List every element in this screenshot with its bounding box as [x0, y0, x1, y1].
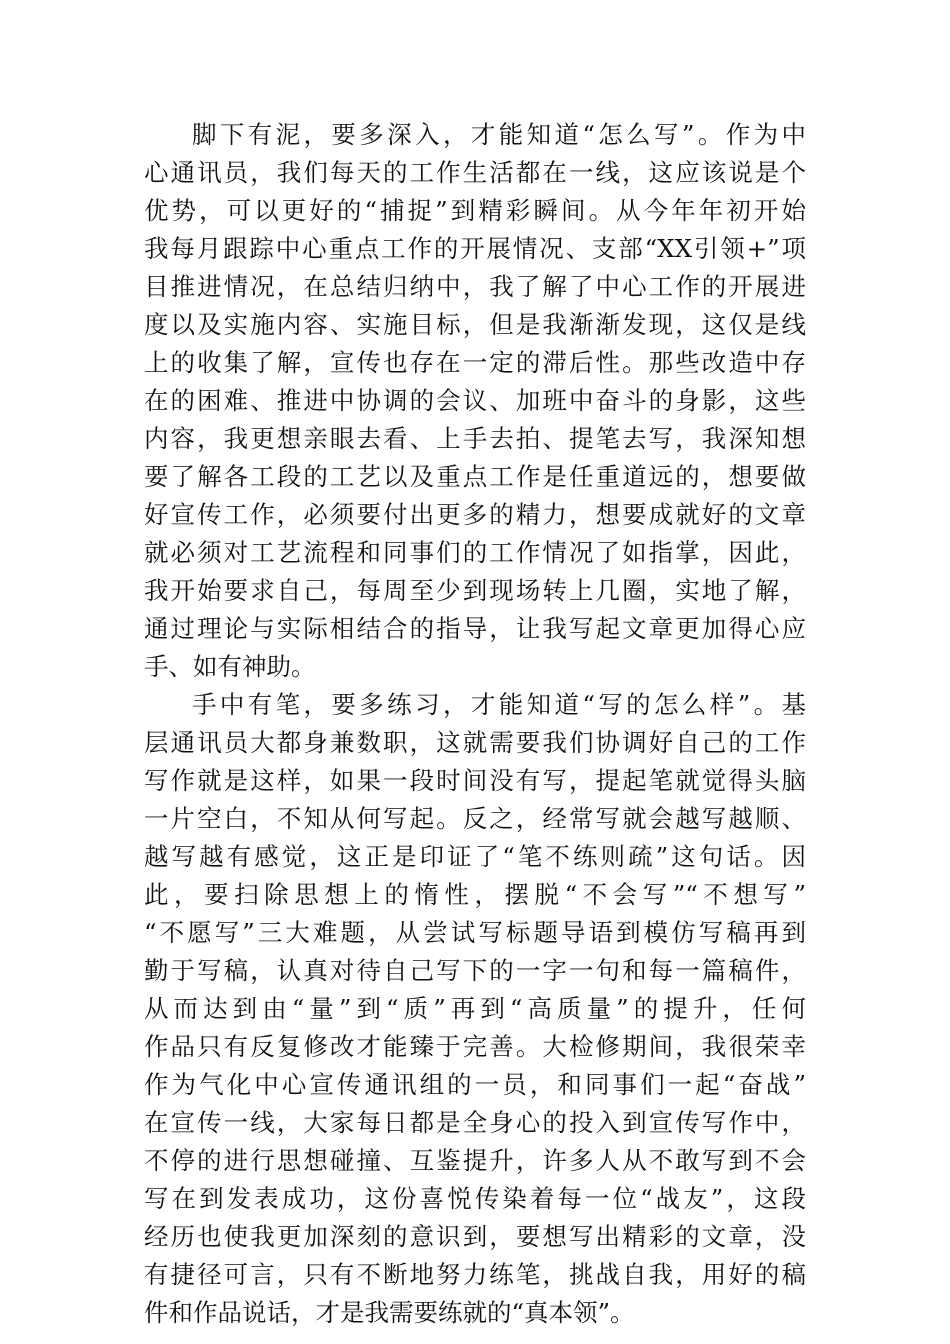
text-line: 我每月跟踪中心重点工作的开展情况、支部“XX引领+”项	[144, 234, 806, 263]
text-line: 件和作品说话，才是我需要练就的“真本领”。	[144, 1298, 635, 1327]
text-line: 越写越有感觉，这正是印证了“笔不练则疏”这句话。因	[144, 842, 806, 871]
text-line: 内容，我更想亲眼去看、上手去拍、提笔去写，我深知想	[144, 424, 806, 453]
text-line: 在的困难、推进中协调的会议、加班中奋斗的身影，这些	[144, 386, 806, 415]
text-line: 经历也使我更加深刻的意识到，要想写出精彩的文章，没	[144, 1222, 806, 1251]
text-line: 从而达到由“量”到“质”再到“高质量”的提升，任何	[144, 994, 806, 1023]
text-line: 层通讯员大都身兼数职，这就需要我们协调好自己的工作	[144, 728, 806, 757]
text-line: 作品只有反复修改才能臻于完善。大检修期间，我很荣幸	[144, 1032, 806, 1061]
paragraph-2	[144, 686, 806, 1332]
text-line: 有捷径可言，只有不断地努力练笔，挑战自我，用好的稿	[144, 1260, 806, 1289]
text-line: 手中有笔，要多练习，才能知道“写的怎么样”。基	[192, 690, 806, 719]
text-line: “不愿写”三大难题，从尝试写标题导语到模仿写稿再到	[144, 918, 806, 947]
text-line: 此，要扫除思想上的惰性，摆脱“不会写”“不想写”	[144, 880, 806, 909]
text-line: 度以及实施内容、实施目标，但是我渐渐发现，这仅是线	[144, 310, 806, 339]
paragraph-1	[144, 116, 806, 686]
text-line: 目推进情况，在总结归纳中，我了解了中心工作的开展进	[144, 272, 806, 301]
text-line: 在宣传一线，大家每日都是全身心的投入到宣传写作中，	[144, 1108, 806, 1137]
text-line: 勤于写稿，认真对待自己写下的一字一句和每一篇稿件，	[144, 956, 806, 985]
text-line: 通过理论与实际相结合的指导，让我写起文章更加得心应	[144, 614, 806, 643]
text-line: 一片空白，不知从何写起。反之，经常写就会越写越顺、	[144, 804, 806, 833]
text-line: 上的收集了解，宣传也存在一定的滞后性。那些改造中存	[144, 348, 806, 377]
text-line: 我开始要求自己，每周至少到现场转上几圈，实地了解，	[144, 576, 806, 605]
text-line: 手、如有神助。	[144, 652, 316, 681]
text-line: 就必须对工艺流程和同事们的工作情况了如指掌，因此，	[144, 538, 806, 567]
text-line: 优势，可以更好的“捕捉”到精彩瞬间。从今年年初开始	[144, 196, 806, 225]
text-line: 脚下有泥，要多深入，才能知道“怎么写”。作为中	[192, 120, 806, 149]
document-body	[144, 116, 806, 1332]
text-line: 写作就是这样，如果一段时间没有写，提起笔就觉得头脑	[144, 766, 806, 795]
text-line: 作为气化中心宣传通讯组的一员，和同事们一起“奋战”	[144, 1070, 806, 1099]
text-line: 不停的进行思想碰撞、互鉴提升，许多人从不敢写到不会	[144, 1146, 806, 1175]
text-line: 心通讯员，我们每天的工作生活都在一线，这应该说是个	[144, 158, 806, 187]
text-line: 要了解各工段的工艺以及重点工作是任重道远的，想要做	[144, 462, 806, 491]
text-line: 好宣传工作，必须要付出更多的精力，想要成就好的文章	[144, 500, 806, 529]
text-line: 写在到发表成功，这份喜悦传染着每一位“战友”，这段	[144, 1184, 806, 1213]
